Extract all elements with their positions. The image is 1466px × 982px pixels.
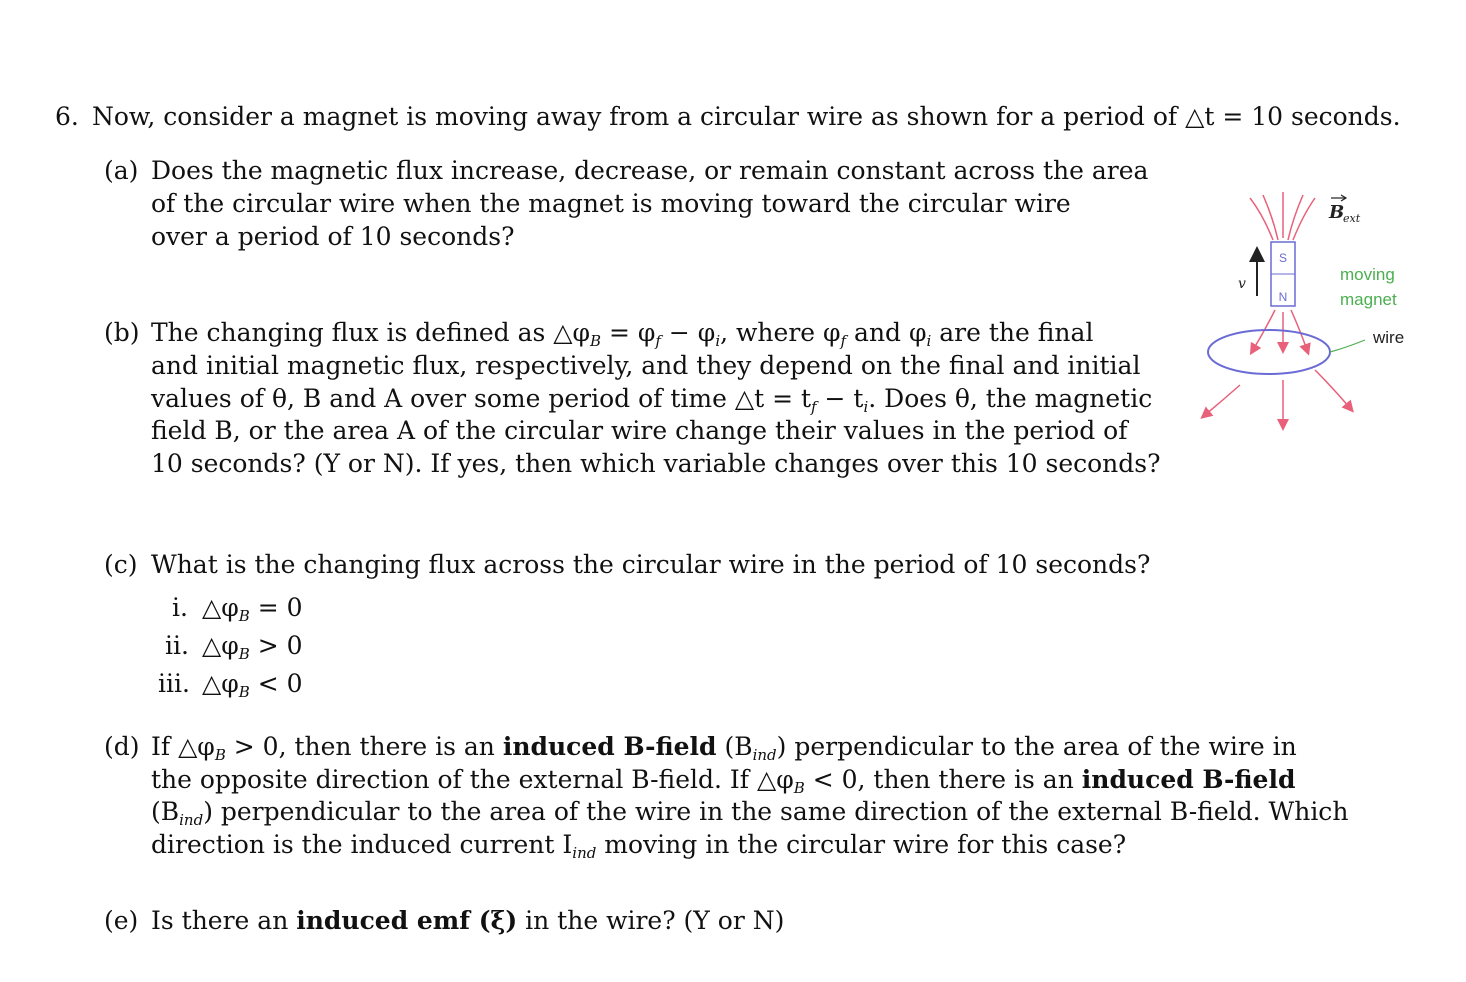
field-line <box>1291 310 1307 350</box>
velocity-arrow <box>1238 254 1257 296</box>
magnet-wire-diagram <box>1185 180 1435 440</box>
part-d-line-3: $(B_{ind})$ perpendicular to the area of the wire in the same direction of the external B-field. Which <box>151 797 1349 829</box>
field-line <box>1315 370 1350 408</box>
question-intro-text: Now, consider a magnet is moving away from a circular wire as shown for a period of △t = 10 seconds. <box>92 102 1401 131</box>
wire-pointer <box>1330 340 1365 352</box>
part-b-line-2: and initial magnetic flux, respectively, and they depend on the final and initial <box>151 351 1141 380</box>
magnet-north-label: N <box>1278 290 1288 304</box>
b-subscript: ext <box>1343 212 1361 225</box>
option-roman: i. <box>172 593 188 622</box>
option-expression: $\triangle\varphi_B > 0$ <box>202 631 303 663</box>
option-expression: $\triangle\varphi_B < 0$ <box>202 669 303 701</box>
part-a-label: (a) <box>104 156 139 185</box>
part-b-line-5: 10 seconds? (Y or N). If yes, then which variable changes over this 10 seconds? <box>151 449 1161 478</box>
option-roman: iii. <box>158 669 190 698</box>
wire-label: wire <box>1373 328 1405 347</box>
part-c-text: What is the changing flux across the circular wire in the period of 10 seconds? <box>151 550 1151 579</box>
field-lines-top <box>1250 192 1315 240</box>
part-d-line-1: If $\triangle\varphi_B > 0$, then there is an induced B-field $(B_{ind})$ perpendicular to the area of the wire in <box>151 732 1297 764</box>
field-line <box>1205 385 1240 415</box>
circular-wire <box>1208 330 1330 374</box>
moving-magnet-label-line-2: magnet <box>1340 290 1397 309</box>
part-a-line-2: of the circular wire when the magnet is moving toward the circular wire <box>151 189 1071 218</box>
option-roman: ii. <box>165 631 189 660</box>
velocity-label: v <box>1238 276 1246 292</box>
part-d-line-4: direction is the induced current $I_{ind}$ moving in the circular wire for this case? <box>151 830 1127 862</box>
part-b-line-4: field B, or the area A of the circular wire change their values in the period of <box>151 416 1128 445</box>
moving-magnet-label-line-1: moving <box>1340 265 1395 284</box>
field-line <box>1293 198 1315 240</box>
field-line <box>1250 198 1273 240</box>
part-d-label: (d) <box>104 732 140 761</box>
part-b-line-3: values of θ, B and A over some period of time △t = $t_f - t_i$. Does θ, the magnetic <box>151 384 1153 416</box>
part-a-line-1: Does the magnetic flux increase, decrease, or remain constant across the area <box>151 156 1149 185</box>
part-d-line-2: the opposite direction of the external B-field. If $\triangle\varphi_B < 0$, then there is an induced B-field <box>151 765 1296 797</box>
option-expression: $\triangle\varphi_B = 0$ <box>202 593 303 625</box>
question-number: 6. <box>55 102 79 131</box>
part-b-label: (b) <box>104 318 140 347</box>
part-a-line-3: over a period of 10 seconds? <box>151 222 515 251</box>
magnet-south-label: S <box>1278 251 1288 265</box>
part-e-label: (e) <box>104 906 139 935</box>
part-e-text: Is there an induced emf (ξ) in the wire? (Y or N) <box>151 906 785 935</box>
part-b-line-1: The changing flux is defined as $\triangle\varphi_B = \varphi_f - \varphi_i$, where $\varphi_f$ and $\varphi_i$ are the final <box>151 318 1094 350</box>
b-ext-label <box>1328 195 1361 225</box>
moving-magnet <box>1271 242 1295 306</box>
b-letter: B <box>1329 202 1345 223</box>
part-c-label: (c) <box>104 550 138 579</box>
field-lines-lower <box>1205 370 1350 425</box>
